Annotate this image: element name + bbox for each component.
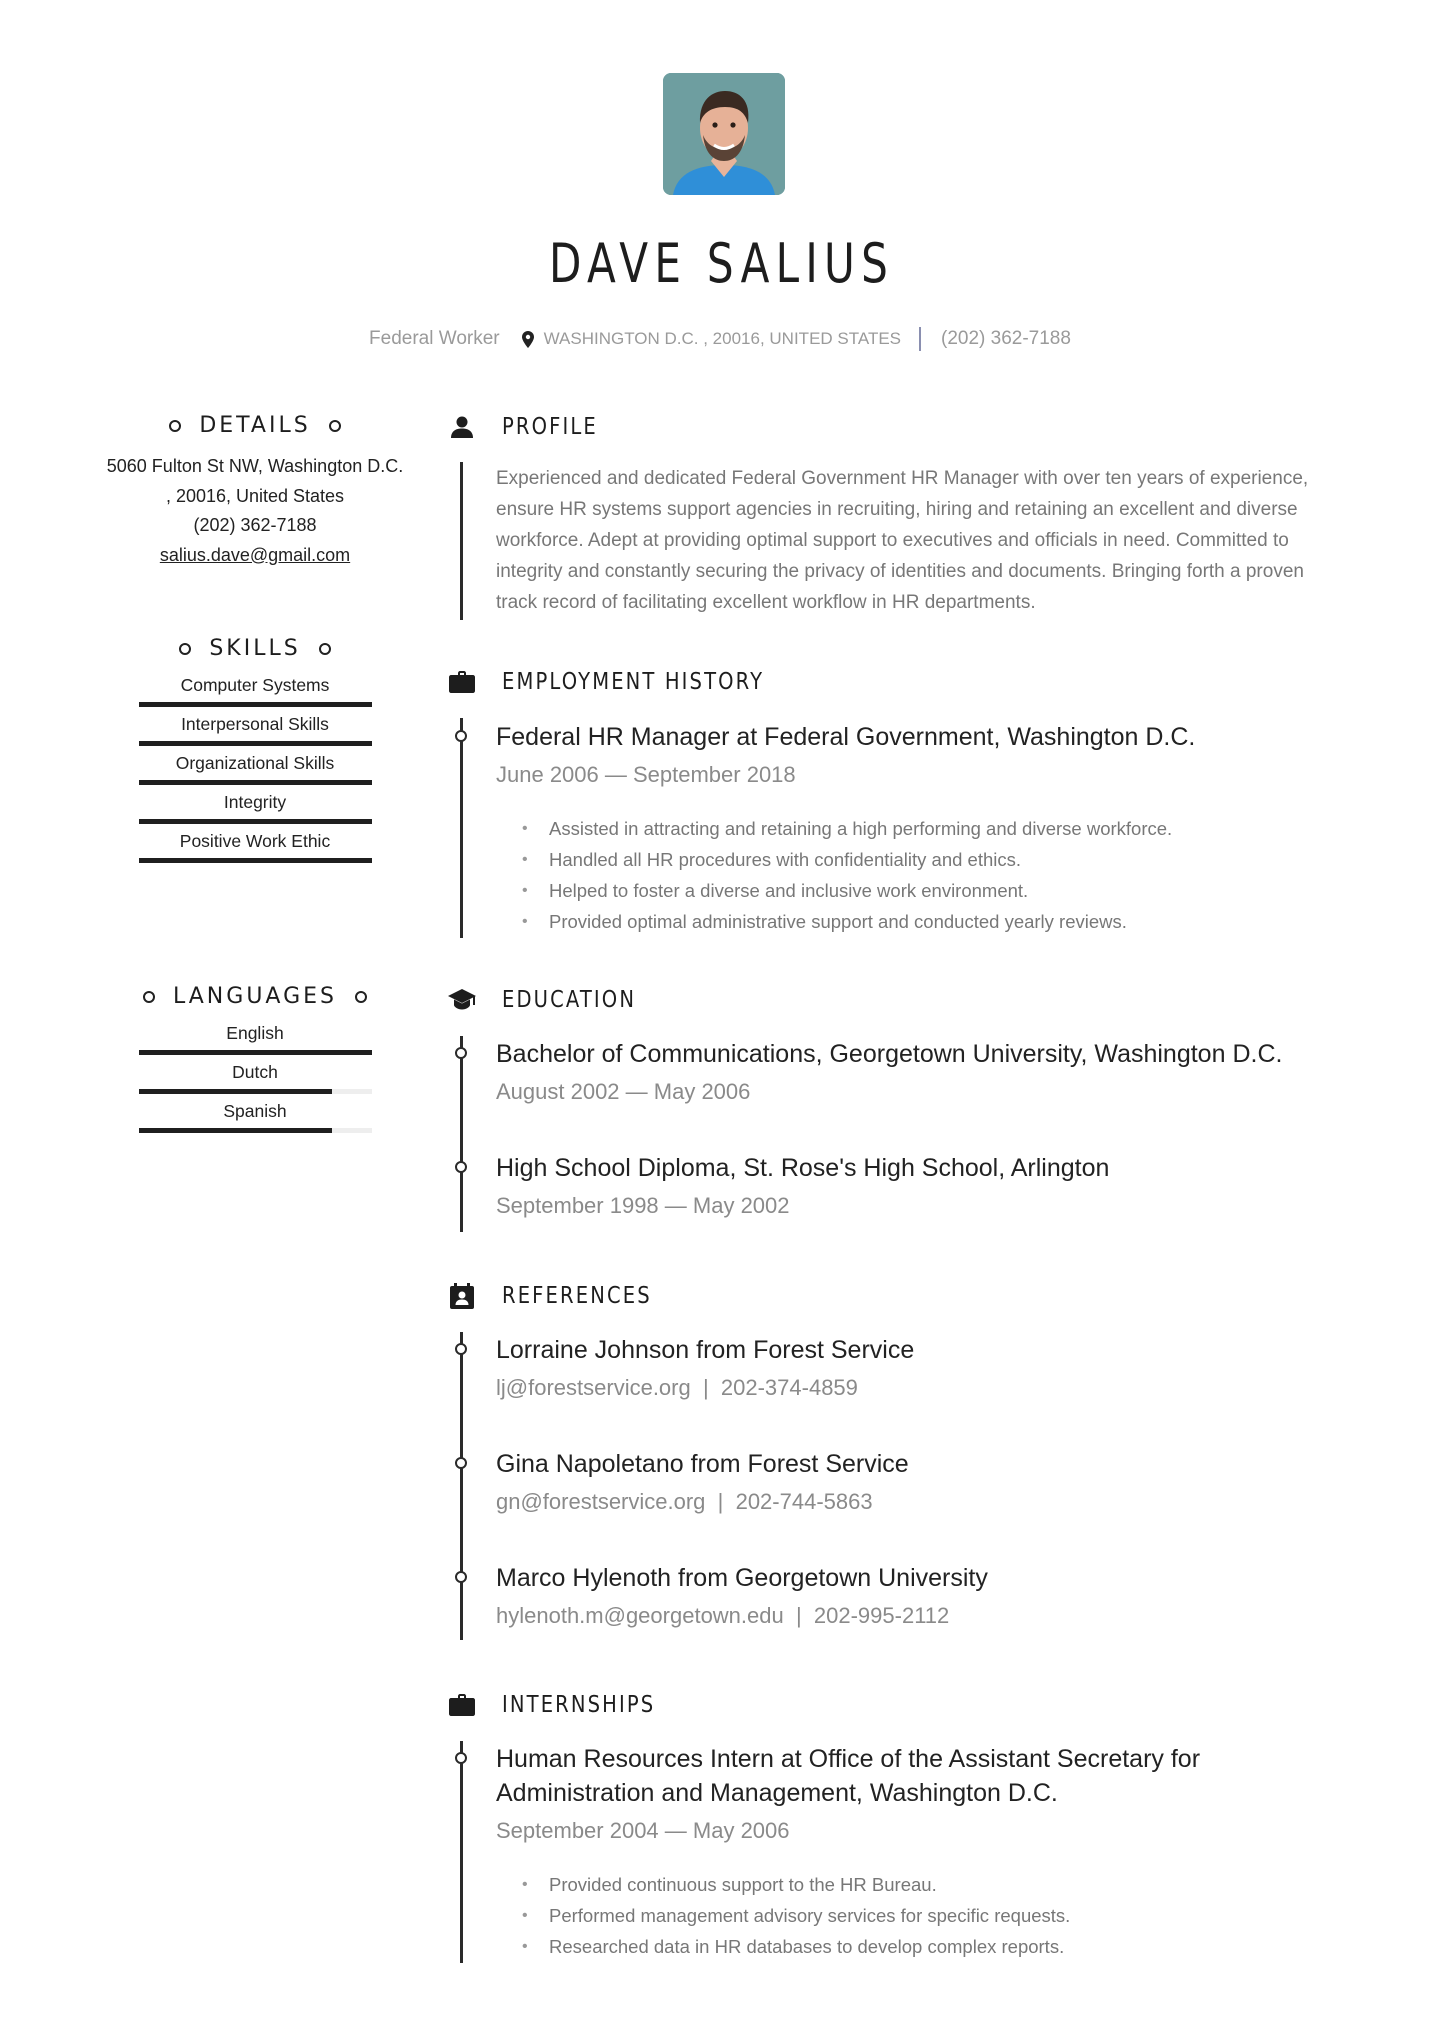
candidate-name: DAVE SALIUS: [549, 232, 895, 295]
timeline-line: [460, 1741, 463, 1963]
profile-summary: Experienced and dedicated Federal Government HR Manager with over ten years of experience, ensure HR systems support agencies in recruiting, hiring and retaining an excellent and diverse workforce. Adept at providing optimal support to executives and officials in need. Committed to integrity and constantly securing the privacy of identities and documents. Bringing forth a proven track record of facilitating excellent workflow in HR departments.: [496, 468, 1309, 613]
ring-icon: [319, 643, 331, 655]
internship-dates: September 2004 — May 2006: [496, 1818, 790, 1843]
timeline-node: [455, 1571, 467, 1583]
internship-title: Human Resources Intern at Office of the Assistant Secretary for Administration and Management, Washington D.C.: [496, 1745, 1201, 1807]
skill-item: Integrity: [139, 785, 372, 824]
contact-card-icon: [447, 1281, 477, 1311]
ring-icon: [169, 420, 181, 432]
skill-level-bar: [139, 858, 372, 863]
location-pin-icon: [522, 331, 534, 348]
language-level-bar: [139, 1050, 372, 1055]
skill-level-bar: [139, 741, 372, 746]
education-title: High School Diploma, St. Rose's High School, Arlington: [496, 1154, 1110, 1182]
timeline-node: [455, 1343, 467, 1355]
ring-icon: [179, 643, 191, 655]
skill-level-bar: [139, 702, 372, 707]
timeline-line: [460, 1036, 463, 1232]
job-dates: June 2006 — September 2018: [496, 762, 796, 787]
profile-heading: PROFILE: [447, 412, 615, 442]
job-title-entry: Federal HR Manager at Federal Government, Washington D.C.: [496, 723, 1196, 751]
reference-name: Gina Napoletano from Forest Service: [496, 1450, 909, 1478]
language-level-bar: [139, 1128, 372, 1133]
bullet-item: • Assisted in attracting and retaining a high performing and diverse workforce.: [496, 813, 1172, 844]
graduation-cap-icon: [447, 985, 477, 1015]
skill-item: Interpersonal Skills: [139, 707, 372, 746]
bullet-item: • Researched data in HR databases to develop complex reports.: [496, 1931, 1070, 1962]
bullet-item: • Performed management advisory services for specific requests.: [496, 1900, 1070, 1931]
header-phone: (202) 362-7188: [941, 328, 1071, 349]
timeline-node: [455, 1752, 467, 1764]
bullet-item: • Helped to foster a diverse and inclusive work environment.: [496, 875, 1172, 906]
skills-section: [100, 636, 410, 863]
language-level-bar: [139, 1089, 372, 1094]
skills-heading: SKILLS: [100, 636, 410, 661]
details-phone: (202) 362-7188: [193, 515, 317, 535]
education-dates: August 2002 — May 2006: [496, 1079, 751, 1104]
address-line-1: 5060 Fulton St NW, Washington D.C.: [106, 456, 404, 476]
reference-contact: gn@forestservice.org | 202-744-5863: [496, 1489, 873, 1514]
briefcase-icon: [447, 667, 477, 697]
timeline-line: [460, 718, 463, 938]
email-link[interactable]: salius.dave@gmail.com: [159, 544, 351, 565]
header-subline: [0, 327, 1440, 351]
briefcase-icon: [447, 1690, 477, 1720]
ring-icon: [143, 991, 155, 1003]
reference-name: Lorraine Johnson from Forest Service: [496, 1336, 915, 1364]
job-bullets: [496, 813, 1172, 937]
timeline-node: [455, 1457, 467, 1469]
languages-section: [100, 984, 410, 1133]
education-heading: EDUCATION: [447, 985, 660, 1015]
internships-heading: INTERNSHIPS: [447, 1690, 682, 1720]
bullet-item: • Handled all HR procedures with confidentiality and ethics.: [496, 844, 1172, 875]
language-item: English: [139, 1016, 372, 1055]
employment-heading: EMPLOYMENT HISTORY: [447, 667, 810, 697]
header-divider: [919, 327, 921, 351]
avatar: [663, 73, 785, 195]
address-line-2: , 20016, United States: [165, 485, 345, 506]
timeline-node: [455, 1161, 467, 1173]
ring-icon: [329, 420, 341, 432]
location-text: WASHINGTON D.C. , 20016, UNITED STATES: [543, 329, 902, 348]
skill-level-bar: [139, 780, 372, 785]
timeline-line: [460, 1332, 463, 1640]
skill-item: Organizational Skills: [139, 746, 372, 785]
skill-item: Computer Systems: [139, 668, 372, 707]
person-icon: [447, 412, 477, 442]
reference-contact: lj@forestservice.org | 202-374-4859: [496, 1375, 858, 1400]
references-heading: REFERENCES: [447, 1281, 678, 1311]
timeline-node: [455, 730, 467, 742]
skill-level-bar: [139, 819, 372, 824]
internship-bullets: [496, 1869, 1070, 1962]
job-title: Federal Worker: [369, 328, 500, 349]
skill-item: Positive Work Ethic: [139, 824, 372, 863]
bullet-item: • Provided optimal administrative support and conducted yearly reviews.: [496, 906, 1172, 937]
profile-photo: [663, 73, 785, 195]
reference-contact: hylenoth.m@georgetown.edu | 202-995-2112: [496, 1603, 950, 1628]
details-heading: DETAILS: [100, 413, 410, 438]
education-title: Bachelor of Communications, Georgetown University, Washington D.C.: [496, 1040, 1283, 1068]
bullet-item: • Provided continuous support to the HR Bureau.: [496, 1869, 1070, 1900]
reference-name: Marco Hylenoth from Georgetown University: [496, 1564, 988, 1592]
language-item: Spanish: [139, 1094, 372, 1133]
details-section: [100, 413, 410, 570]
timeline-line: [460, 462, 463, 620]
language-item: Dutch: [139, 1055, 372, 1094]
languages-heading: LANGUAGES: [100, 984, 410, 1009]
ring-icon: [355, 991, 367, 1003]
timeline-node: [455, 1047, 467, 1059]
education-dates: September 1998 — May 2002: [496, 1193, 790, 1218]
